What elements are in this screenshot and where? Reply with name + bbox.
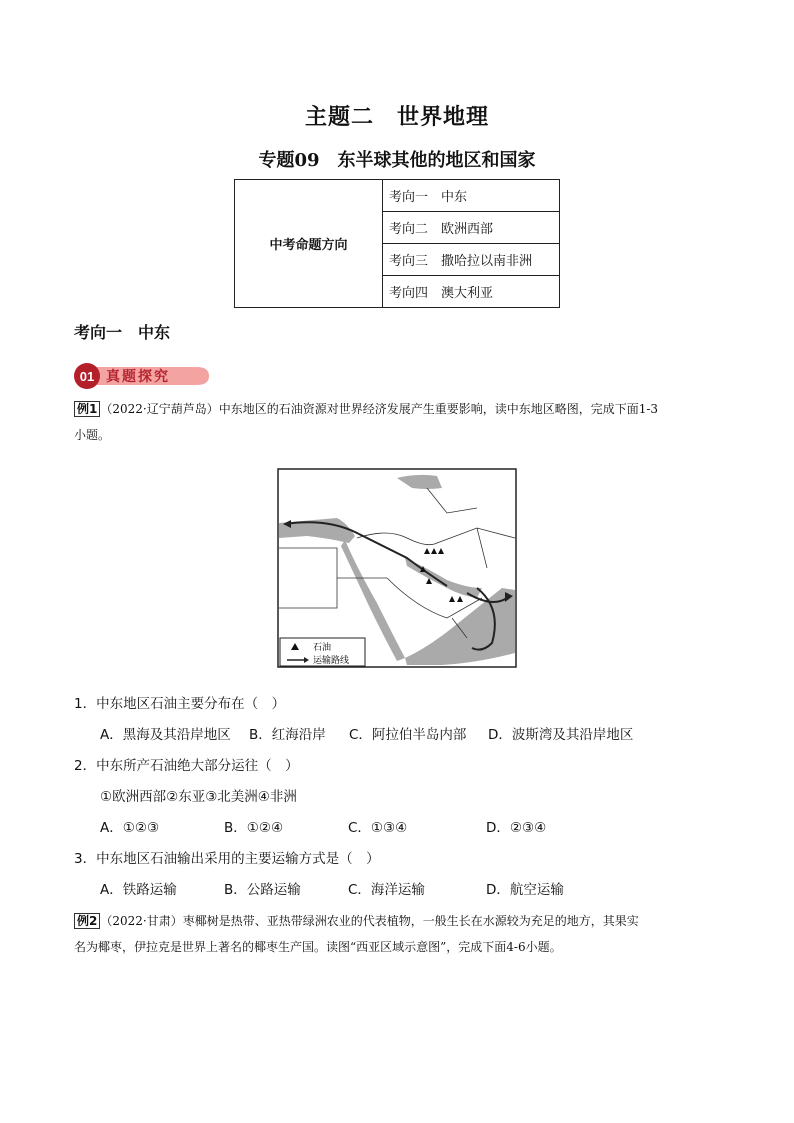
section-heading: 考向一 中东	[74, 323, 171, 342]
question-3-stem: 3．中东地区石油输出采用的主要运输方式是（ ）	[74, 851, 380, 867]
example-text: 小题。	[74, 428, 111, 442]
option-a: A．铁路运输	[100, 882, 177, 898]
example-text: 名为椰枣，伊拉克是世界上著名的椰枣生产国。读图“西亚区域示意图”，完成下面4-6小题。	[74, 940, 562, 954]
example-text: （2022·甘肃）枣椰树是热带、亚热带绿洲农业的代表植物，一般生长在水源较为充足的地方，其果实	[100, 914, 639, 928]
question-2-stem: 2．中东所产石油绝大部分运往（ ）	[74, 758, 299, 774]
option-b: B．红海沿岸	[249, 727, 326, 743]
option-d: D．②③④	[486, 820, 547, 836]
option-a: A．黑海及其沿岸地区	[100, 727, 231, 743]
table-item: 考向二 欧洲西部	[383, 212, 560, 244]
table-item: 考向三 撒哈拉以南非洲	[383, 244, 560, 276]
middle-east-map	[277, 468, 517, 668]
map-legend-route: 运输路线	[313, 656, 350, 666]
table-head: 中考命题方向	[235, 180, 383, 308]
option-c: C．阿拉伯半岛内部	[349, 727, 467, 743]
map-legend-oil: 石油	[313, 643, 332, 653]
question-2-extra: ①欧洲西部②东亚③北美洲④非洲	[100, 789, 297, 805]
option-c: C．①③④	[348, 820, 408, 836]
option-d: D．波斯湾及其沿岸地区	[488, 727, 634, 743]
table-item: 考向一 中东	[383, 180, 560, 212]
example-1-paragraph	[74, 396, 724, 448]
example-2-paragraph	[74, 908, 724, 960]
option-d: D．航空运输	[486, 882, 564, 898]
table-item: 考向四 澳大利亚	[383, 276, 560, 308]
option-a: A．①②③	[100, 820, 160, 836]
section-banner	[73, 362, 211, 390]
page-title: 主题二 世界地理	[304, 105, 489, 130]
example-tag: 例2	[74, 913, 100, 929]
exam-direction-table	[234, 179, 560, 308]
page-subtitle: 专题09 东半球其他的地区和国家	[258, 150, 536, 171]
banner-number: 01	[79, 369, 95, 384]
example-tag: 例1	[74, 401, 100, 417]
example-text: （2022·辽宁葫芦岛）中东地区的石油资源对世界经济发展产生重要影响，读中东地区略图，完成下面1-3	[100, 402, 659, 416]
option-b: B．公路运输	[224, 882, 301, 898]
banner-text: 真题探究	[106, 369, 170, 385]
option-c: C．海洋运输	[348, 882, 425, 898]
question-1-stem: 1．中东地区石油主要分布在（ ）	[74, 696, 286, 712]
option-b: B．①②④	[224, 820, 284, 836]
